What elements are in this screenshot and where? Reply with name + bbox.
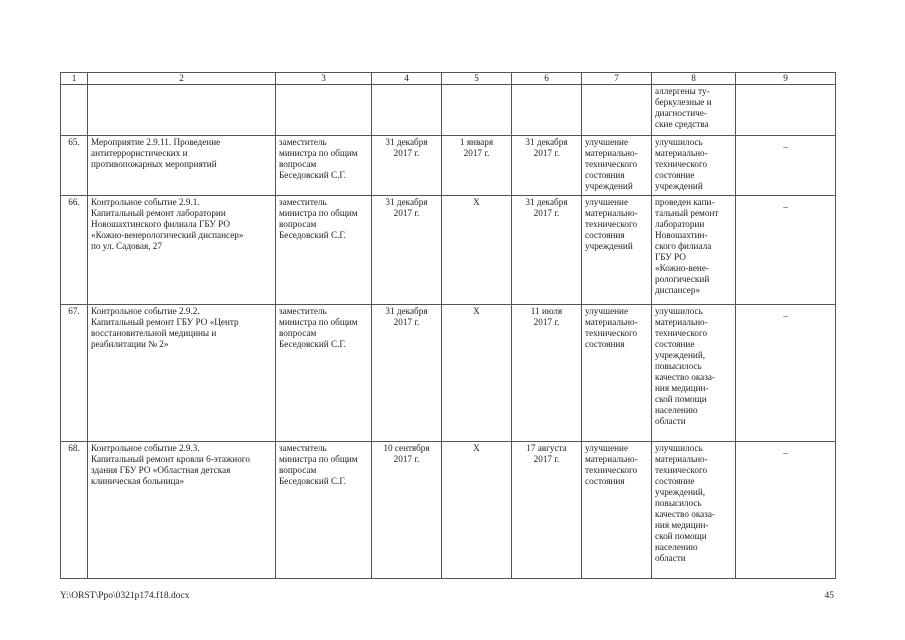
report-table <box>60 72 836 579</box>
responsible-cell: заместитель министра по общим вопросам Беседовский С.Г. <box>276 196 372 305</box>
date-cell: 31 декабря 2017 г. <box>372 136 442 196</box>
column-number: 9 <box>736 73 836 85</box>
page-number: 45 <box>824 591 834 601</box>
row-number: 68. <box>61 442 88 579</box>
expected-result-cell: улучшение материально- технического состояния <box>582 442 652 579</box>
actual-result-cell: улучшилось материально- технического состояние учреждений, повысилось качество оказа- ния медицин- ской помощи населению области <box>652 305 736 442</box>
table-row <box>61 136 836 196</box>
note-cell: – <box>736 136 836 196</box>
responsible-cell: заместитель министра по общим вопросам Беседовский С.Г. <box>276 305 372 442</box>
date-cell: X <box>442 442 512 579</box>
column-number: 5 <box>442 73 512 85</box>
table-cell <box>582 85 652 136</box>
table-row <box>61 442 836 579</box>
date-cell: X <box>442 196 512 305</box>
date-cell: 11 июля 2017 г. <box>512 305 582 442</box>
event-name-cell: Контрольное событие 2.9.2. Капитальный ремонт ГБУ РО «Центр восстановительной медицины и реабилитации № 2» <box>88 305 276 442</box>
expected-result-cell: улучшение материально- технического состояния учреждений <box>582 196 652 305</box>
date-cell: 31 декабря 2017 г. <box>512 196 582 305</box>
date-cell: 31 декабря 2017 г. <box>372 196 442 305</box>
responsible-cell: заместитель министра по общим вопросам Беседовский С.Г. <box>276 136 372 196</box>
date-cell: X <box>442 305 512 442</box>
date-cell: 1 января 2017 г. <box>442 136 512 196</box>
row-number: 67. <box>61 305 88 442</box>
column-number-row <box>61 73 836 85</box>
column-number: 1 <box>61 73 88 85</box>
event-name-cell: Контрольное событие 2.9.1. Капитальный ремонт лаборатории Новошахтинского филиала ГБУ РО «Кожно-венерологический диспансер» по ул. Садовая, 27 <box>88 196 276 305</box>
event-name-cell: Контрольное событие 2.9.3. Капитальный ремонт кровли 6-этажного здания ГБУ РО «Областная детская клиническая больница» <box>88 442 276 579</box>
date-cell: 10 сентября 2017 г. <box>372 442 442 579</box>
actual-result-cell: аллергены ту- беркулезные и диагностиче- ские средства <box>652 85 736 136</box>
expected-result-cell: улучшение материально- технического состояния учреждений <box>582 136 652 196</box>
column-number: 7 <box>582 73 652 85</box>
table-cell <box>88 85 276 136</box>
responsible-cell: заместитель министра по общим вопросам Беседовский С.Г. <box>276 442 372 579</box>
row-number: 66. <box>61 196 88 305</box>
row-number: 65. <box>61 136 88 196</box>
column-number: 8 <box>652 73 736 85</box>
date-cell: 31 декабря 2017 г. <box>512 136 582 196</box>
event-name-cell: Мероприятие 2.9.11. Проведение антитеррористических и противопожарных мероприятий <box>88 136 276 196</box>
actual-result-cell: улучшилось материально- технического состояние учреждений, повысилось качество оказа- ния медицин- ской помощи населению области <box>652 442 736 579</box>
column-number: 3 <box>276 73 372 85</box>
column-number: 4 <box>372 73 442 85</box>
table-cell <box>61 85 88 136</box>
continuation-row <box>61 85 836 136</box>
table-cell <box>276 85 372 136</box>
note-cell: – <box>736 196 836 305</box>
column-number: 6 <box>512 73 582 85</box>
document-path: Y:\ORST\Ppo\0321p174.f18.docx <box>60 591 190 601</box>
note-cell: – <box>736 442 836 579</box>
date-cell: 31 декабря 2017 г. <box>372 305 442 442</box>
expected-result-cell: улучшение материально- технического состояния <box>582 305 652 442</box>
date-cell: 17 августа 2017 г. <box>512 442 582 579</box>
actual-result-cell: улучшилось материально- технического состояние учреждений <box>652 136 736 196</box>
table-cell <box>736 85 836 136</box>
note-cell: – <box>736 305 836 442</box>
table-cell <box>512 85 582 136</box>
table-row <box>61 305 836 442</box>
table-row <box>61 196 836 305</box>
table-cell <box>442 85 512 136</box>
table-cell <box>372 85 442 136</box>
column-number: 2 <box>88 73 276 85</box>
actual-result-cell: проведен капи- тальный ремонт лаборатории Новошахтин- ского филиала ГБУ РО «Кожно-вене- рологический диспансер» <box>652 196 736 305</box>
